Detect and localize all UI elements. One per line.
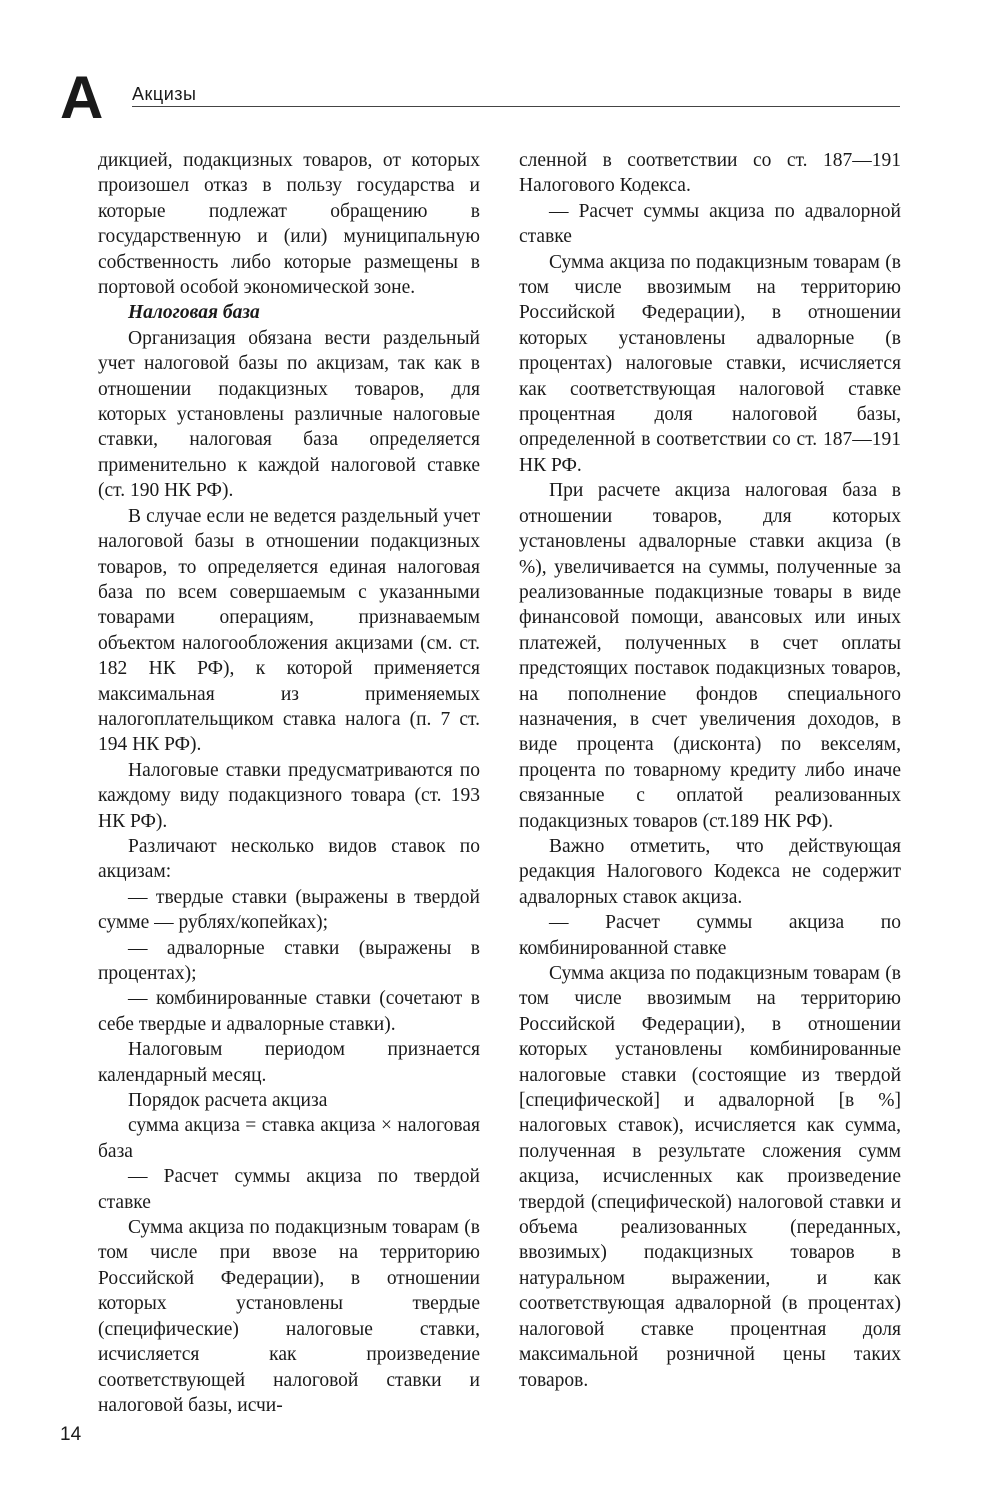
paragraph: — Расчет суммы акциза по комбинированной ставке	[519, 912, 901, 959]
paragraph: В случае если не ведется раздельный учет налоговой базы в отношении подакцизных товаров, то определяется единая налоговая база по всем совершаемым с указанными товарами операциям, признаваемым объектом налогообложения акцизами (см. ст. 182 НК РФ), к которой применяется максимальная из применяемых налогоплательщиком ставка налога (п. 7 ст. 194 НК РФ).	[98, 505, 480, 756]
paragraph: Сумма акциза по подакцизным товарам (в том числе ввозимым на территорию Российской Федерации), в отношении которых установлены комбинированные налоговые ставки (состоящие из твердой [специфической] и адвалорной [в %] налоговых ставок), исчисляется как сумма, полученная в результате сложения сумм акциза, исчисленных как произведение твердой (специфической) налоговой ставки и объема реализованных (переданных, ввозимых) подакцизных товаров в натуральном выражении, и как соответствующая адвалорной (в процентах) налоговой ставке процентная доля максимальной розничной цены таких товаров.	[519, 963, 901, 1391]
subheading-tax-base: Налоговая база	[128, 302, 260, 324]
section-title: Акцизы	[132, 84, 197, 104]
paragraph: Налоговым периодом признается календарный месяц.	[98, 1039, 480, 1086]
paragraph: Порядок расчета акциза	[128, 1090, 328, 1112]
paragraph: — Расчет суммы акциза по твердой ставке	[98, 1166, 480, 1213]
formula: сумма акциза = ставка акциза × налоговая база	[98, 1115, 480, 1162]
right-column	[519, 148, 901, 1393]
list-item: — комбинированные ставки (сочетают в себе твердые и адвалорные ставки).	[98, 988, 480, 1035]
paragraph-continued: дикцией, подакцизных товаров, от которых произошел отказ в пользу государства и которые подлежат обращению в государственную и (или) муниципальную собственность либо которые размещены в портовой особой экономической зоне.	[98, 150, 480, 299]
paragraph: Важно отметить, что действующая редакция Налогового Кодекса не содержит адвалорных ставок акциза.	[519, 835, 901, 908]
paragraph: При расчете акциза налоговая база в отношении товаров, для которых установлены адвалорные ставки акциза (в %), увеличивается на суммы, полученные за реализованные подакцизные товары в виде финансовой помощи, авансовых или иных платежей, полученных в счет оплаты предстоящих поставок подакцизных товаров, на пополнение фондов специального назначения, в счет увеличения доходов, в виде процента (дисконта) по векселям, процента по товарному кредиту либо иначе связанные с оплатой реализованных подакцизных товаров (ст.189 НК РФ).	[519, 480, 901, 832]
page-number: 14	[60, 1424, 82, 1445]
left-column	[98, 148, 480, 1418]
header-rule	[132, 106, 900, 107]
paragraph: Сумма акциза по подакцизным товарам (в том числе ввозимым на территорию Российской Федерации), в отношении которых установлены адвалорные (в процентах) налоговые ставки, исчисляется как соответствующая налоговой ставке процентная доля налоговой базы, определенной в соответствии со ст. 187—191 НК РФ.	[519, 251, 901, 476]
paragraph: Организация обязана вести раздельный учет налоговой базы по акцизам, так как в отношении подакцизных товаров, для которых установлены различные налоговые ставки, налоговая база определяется применительно к каждой налоговой ставке (ст. 190 НК РФ).	[98, 327, 480, 502]
paragraph: Налоговые ставки предусматриваются по каждому виду подакцизного товара (ст. 193 НК РФ).	[98, 759, 480, 832]
paragraph: Различают несколько видов ставок по акцизам:	[98, 835, 480, 883]
list-item: — адвалорные ставки (выражены в процентах);	[98, 937, 480, 984]
paragraph-continued: сленной в соответствии со ст. 187—191 Налогового Кодекса.	[519, 150, 901, 197]
section-letter: А	[60, 64, 104, 131]
paragraph: Сумма акциза по подакцизным товарам (в том числе при ввозе на территорию Российской Федерации), в отношении которых установлены твердые (специфические) налоговые ставки, исчисляется как произведение соответствующей налоговой ставки и налоговой базы, исчи-	[98, 1217, 480, 1416]
paragraph: — Расчет суммы акциза по адвалорной ставке	[519, 200, 901, 248]
list-item: — твердые ставки (выражены в твердой сумме — рублях/копейках);	[98, 886, 480, 934]
